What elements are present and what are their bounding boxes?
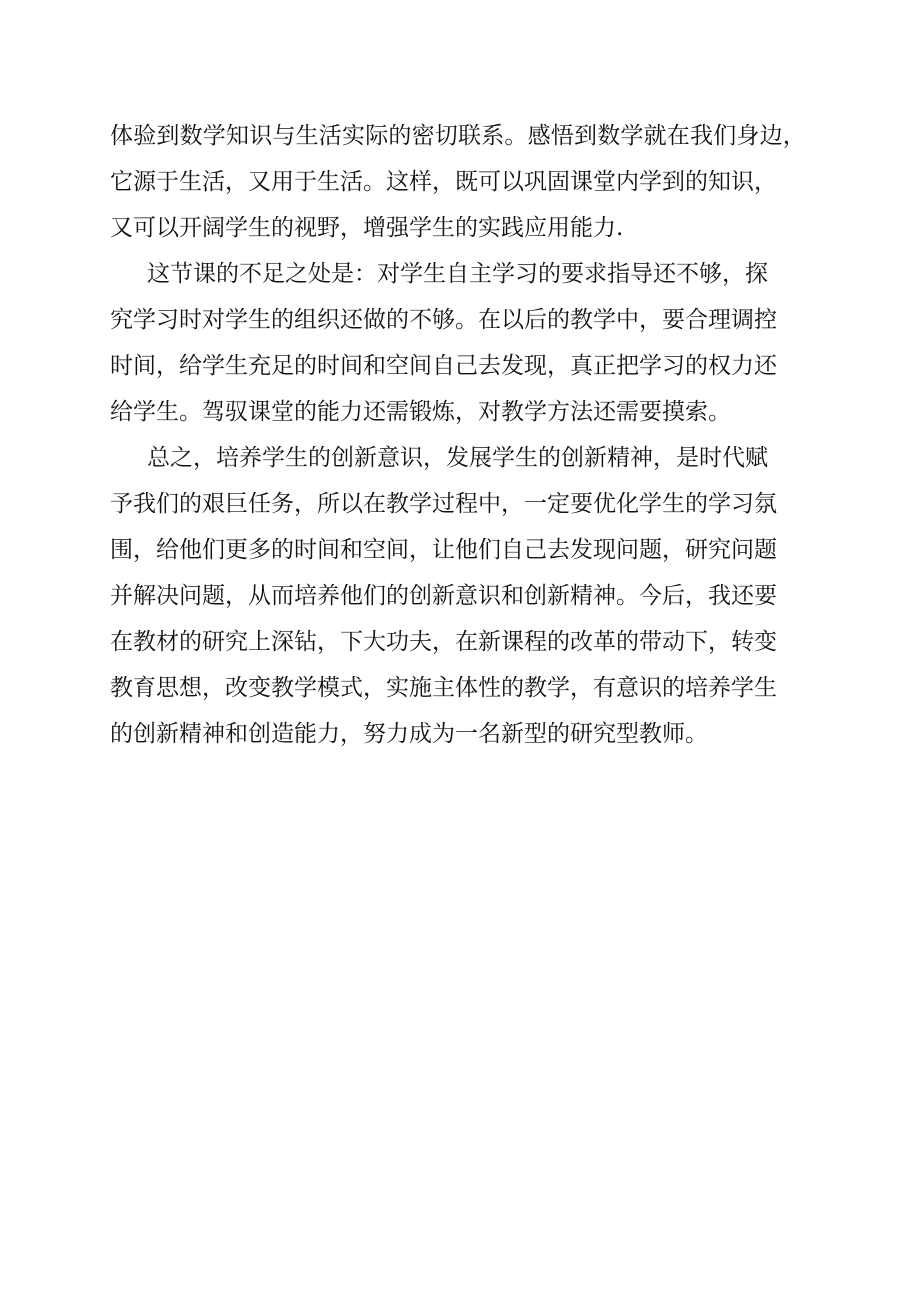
paragraph-line: 又可以开阔学生的视野，增强学生的实践应用能力. bbox=[110, 215, 624, 241]
paragraph-line: 的创新精神和创造能力，努力成为一名新型的研究型教师。 bbox=[110, 721, 708, 747]
paragraph-line: 并解决问题，从而培养他们的创新意识和创新精神。今后，我还要 bbox=[110, 583, 777, 609]
paragraph-line: 给学生。驾驭课堂的能力还需锻炼，对教学方法还需要摸索。 bbox=[110, 399, 731, 425]
paragraph-3 bbox=[110, 435, 840, 757]
paragraph-line: 教育思想，改变教学模式，实施主体性的教学，有意识的培养学生 bbox=[110, 675, 777, 701]
paragraph-line: 总之，培养学生的创新意识，发展学生的创新精神，是时代赋 bbox=[147, 445, 768, 471]
paragraph-line: 予我们的艰巨任务，所以在教学过程中，一定要优化学生的学习氛 bbox=[110, 491, 777, 517]
paragraph-line: 体验到数学知识与生活实际的密切联系。感悟到数学就在我们身边， bbox=[110, 123, 806, 149]
paragraph-line: 时间，给学生充足的时间和空间自己去发现，真正把学习的权力还 bbox=[110, 353, 777, 379]
paragraph-line: 究学习时对学生的组织还做的不够。在以后的教学中，要合理调控 bbox=[110, 307, 777, 333]
paragraph-1 bbox=[110, 113, 840, 251]
paragraph-line: 这节课的不足之处是：对学生自主学习的要求指导还不够，探 bbox=[147, 261, 768, 287]
paragraph-2 bbox=[110, 251, 840, 435]
paragraph-line: 它源于生活，又用于生活。这样，既可以巩固课堂内学到的知识， bbox=[110, 169, 777, 195]
paragraph-line: 在教材的研究上深钻，下大功夫，在新课程的改革的带动下，转变 bbox=[110, 629, 777, 655]
document-body bbox=[110, 113, 840, 757]
paragraph-line: 围，给他们更多的时间和空间，让他们自己去发现问题，研究问题 bbox=[110, 537, 777, 563]
